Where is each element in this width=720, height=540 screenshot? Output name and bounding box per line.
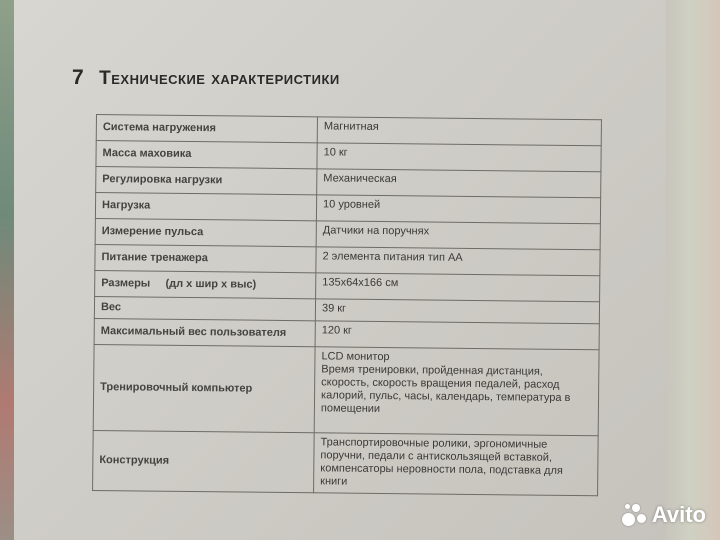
spec-value-line: 135х64х166 см [322, 276, 399, 290]
spec-label: Масса маховика [96, 141, 317, 169]
spec-value-line: помещении [320, 402, 381, 415]
spec-value-line: Датчики на поручнях [322, 224, 430, 238]
spec-value-line: поручни, педали с антискользящей вставкой, [320, 449, 553, 464]
spec-label: Система нагружения [96, 115, 317, 143]
spec-value-line: компенсаторы неровности пола, подставка для [320, 462, 563, 477]
section-heading [72, 66, 340, 90]
spec-value-line: Время тренировки, пройденная дистанция, [321, 363, 543, 378]
spec-value-line: 120 кг [321, 324, 353, 337]
spec-value [317, 169, 601, 198]
section-number: 7 [72, 66, 85, 89]
spec-value [315, 299, 599, 324]
spec-value-line: 39 кг [321, 302, 347, 315]
avito-logo-icon [621, 502, 647, 528]
spec-value [316, 195, 600, 224]
spec-value [314, 347, 599, 436]
background-strip-right [660, 0, 720, 540]
avito-logo-text: Avito [651, 502, 706, 527]
spec-label: Конструкция [93, 430, 315, 492]
spec-value [315, 321, 599, 350]
spec-value-line: книги [320, 475, 348, 488]
spec-value-line: LCD монитор [321, 350, 390, 364]
spec-value-line: Механическая [323, 172, 397, 186]
spec-value [316, 273, 600, 302]
spec-value-line: 10 уровней [323, 198, 381, 211]
table-row [93, 430, 599, 495]
spec-label: Размеры (дл х шир х выс) [95, 270, 316, 298]
table-row [93, 344, 599, 435]
spec-value-line: скорость, скорость вращения педалей, расход [321, 376, 560, 391]
spec-label: Питание тренажера [95, 244, 316, 272]
spec-value [316, 247, 600, 276]
spec-value [317, 117, 601, 146]
spec-value-line: Магнитная [323, 120, 379, 133]
spec-value-line: 2 элемента питания тип АА [322, 250, 463, 264]
spec-label: Вес [94, 296, 315, 320]
spec-value-line: Транспортировочные ролики, эргономичные [320, 436, 548, 451]
spec-value-line: 10 кг [323, 146, 348, 159]
spec-value-line: калорий, пульс, часы, календарь, температура в [321, 389, 571, 404]
spec-value [316, 221, 600, 250]
spec-label: Нагрузка [95, 193, 316, 221]
section-title: Технические характеристики [99, 68, 340, 89]
spec-label: Тренировочный компьютер [93, 344, 315, 432]
avito-watermark [621, 502, 706, 528]
spec-label: Регулировка нагрузки [96, 167, 317, 195]
specs-table [92, 114, 602, 496]
spec-value [317, 143, 601, 172]
spec-value [314, 433, 599, 496]
spec-label: Измерение пульса [95, 218, 316, 246]
spec-label: Максимальный вес пользователя [94, 318, 315, 346]
